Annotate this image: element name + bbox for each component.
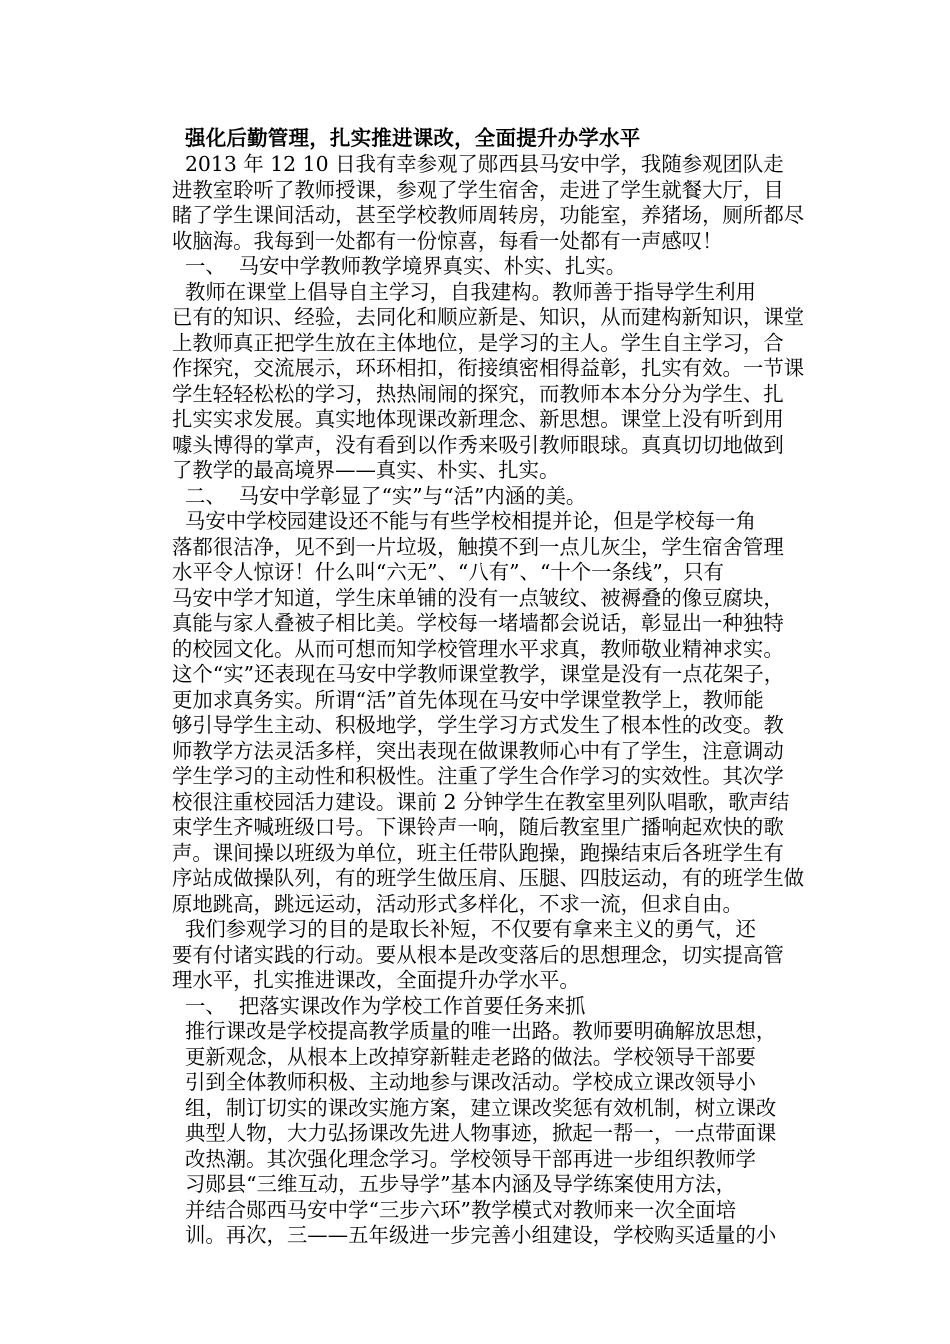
text-line: 已有的知识、经验，去同化和顺应新是、知识，从而建构新知识，课堂 xyxy=(172,305,805,329)
text-line: 一、 马安中学教师教学境界真实、朴实、扎实。 xyxy=(172,254,627,278)
text-line: 并结合郧西马安中学“三步六环”教学模式对教师来一次全面培 xyxy=(172,1197,736,1222)
text-line: 我们参观学习的目的是取长补短，不仅要有拿来主义的勇气，还 xyxy=(172,917,756,941)
text-line: 师教学方法灵活多样，突出表现在做课教师心中有了学生，注意调动 xyxy=(172,738,784,763)
text-line: 睹了学生课间活动，甚至学校教师周转房，功能室，养猪场，厕所都尽 xyxy=(172,203,805,227)
text-line: 理水平，扎实推进课改，全面提升办学水平。 xyxy=(172,968,580,992)
document-title: 强化后勤管理，扎实推进课改，全面提升办学水平 xyxy=(185,126,641,150)
text-line: 推行课改是学校提高教学质量的唯一出路。教师要明确解放思想， xyxy=(172,1019,777,1043)
text-line: 真能与家人叠被子相比美。学校每一堵墙都会说话，彰显出一种独特 xyxy=(172,611,784,635)
text-line: 要有付诸实践的行动。要从根本是改变落后的思想理念，切实提高管 xyxy=(172,942,784,967)
text-line: 二、 马安中学彰显了“实”与“活”内涵的美。 xyxy=(172,483,587,508)
text-line: 收脑海。我每到一处都有一份惊喜，每看一处都有一声感叹！ xyxy=(172,228,723,253)
text-line: 教师在课堂上倡导自主学习，自我建构。教师善于指导学生利用 xyxy=(172,279,756,304)
text-line: 更新观念，从根本上改掉穿新鞋走老路的做法。学校领导干部要 xyxy=(172,1044,756,1069)
text-line: 作探究，交流展示，环环相扣，衔接缜密相得益彰，扎实有效。一节课 xyxy=(172,356,805,380)
text-line: 组，制订切实的课改实施方案，建立课改奖惩有效机制，树立课改 xyxy=(172,1095,777,1120)
text-line: 马安中学才知道，学生床单铺的没有一点皱纹、被褥叠的像豆腐块， xyxy=(172,585,784,610)
text-line: 这个“实”还表现在马安中学教师课堂教学，课堂是没有一点花架子， xyxy=(172,662,785,686)
text-line: 水平令人惊讶！什么叫“六无”、“八有”、“十个一条线”，只有 xyxy=(172,560,724,584)
text-line: 噱头博得的掌声，没有看到以作秀来吸引教师眼球。真真切切地做到 xyxy=(172,432,784,457)
text-line: 声。课间操以班级为单位，班主任带队跑操，跑操结束后各班学生有 xyxy=(172,840,784,865)
text-line: 改热潮。其次强化理念学习。学校领导干部再进一步组织教师学 xyxy=(172,1146,756,1171)
text-line: 学生学习的主动性和积极性。注重了学生合作学习的实效性。其次学 xyxy=(172,764,784,788)
text-line: 序站成做操队列，有的班学生做压肩、压腿、四肢运动，有的班学生做 xyxy=(172,866,805,890)
text-line: 学生轻轻松松的学习，热热闹闹的探究，而教师本本分分为学生、扎 xyxy=(172,381,784,406)
document-body xyxy=(172,152,812,1249)
text-line: 2013 年 12 10 日我有幸参观了郧西县马安中学，我随参观团队走 xyxy=(172,152,784,176)
text-line: 更加求真务实。所谓“活”首先体现在马安中学课堂教学上，教师能 xyxy=(172,687,764,712)
text-line: 进教室聆听了教师授课，参观了学生宿舍，走进了学生就餐大厅，目 xyxy=(172,177,784,202)
text-line: 落都很洁净，见不到一片垃圾，触摸不到一点儿灰尘，学生宿舍管理 xyxy=(172,534,784,559)
text-line: 引到全体教师积极、主动地参与课改活动。学校成立课改领导小 xyxy=(172,1070,756,1094)
text-line: 一、 把落实课改作为学校工作首要任务来抓 xyxy=(172,993,586,1018)
text-line: 的校园文化。从而可想而知学校管理水平求真，教师敬业精神求实。 xyxy=(172,636,784,661)
text-line: 训。再次，三——五年级进一步完善小组建设，学校购买适量的小 xyxy=(172,1223,777,1247)
text-line: 够引导学生主动、积极地学，学生学习方式发生了根本性的改变。教 xyxy=(172,713,784,737)
text-line: 典型人物，大力弘扬课改先进人物事迹，掀起一帮一，一点带面课 xyxy=(172,1121,777,1145)
text-line: 校很注重校园活力建设。课前 2 分钟学生在教室里列队唱歌，歌声结 xyxy=(172,789,790,814)
text-line: 扎实实求发展。真实地体现课改新理念、新思想。课堂上没有听到用 xyxy=(172,407,784,431)
text-line: 习郧县“三维互动，五步导学”基本内涵及导学练案使用方法， xyxy=(172,1172,736,1196)
text-line: 原地跳高，跳远运动，活动形式多样化，不求一流，但求自由。 xyxy=(172,891,743,916)
text-line: 上教师真正把学生放在主体地位，是学习的主人。学生自主学习，合 xyxy=(172,330,784,355)
text-line: 马安中学校园建设还不能与有些学校相提并论，但是学校每一角 xyxy=(172,509,756,533)
text-line: 束学生齐喊班级口号。下课铃声一响，随后教室里广播响起欢快的歌 xyxy=(172,815,784,839)
text-line: 了教学的最高境界——真实、朴实、扎实。 xyxy=(172,458,560,482)
